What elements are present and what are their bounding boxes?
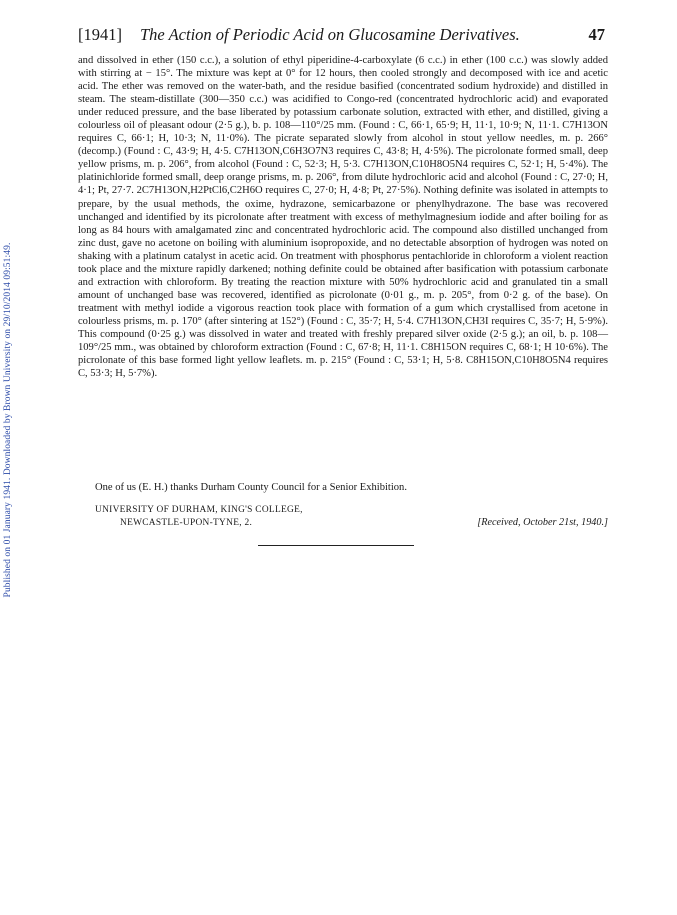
download-watermark-text: Published on 01 January 1941. Downloaded by Brown University on 29/10/2014 09:51:49. (3, 242, 13, 598)
download-watermark (2, 170, 14, 670)
running-header (78, 25, 605, 45)
experimental-text (78, 54, 608, 380)
body-paragraph: and dissolved in ether (150 c.c.), a solution of ethyl piperidine-4-carboxylate (6 c.c.) in ether (100 c.c.) was slowly added with stirring at − 15°. The mixture was kept at 0° for 12 hours, then cooled strongly and decomposed with ice and acetic acid. The ether was removed on the water-bath, and the residue basified (concentrated sodium hydroxide) and distilled in steam. The steam-distillate (300—350 c.c.) was acidified to Congo-red (concentrated hydrochloric acid) and evaporated under reduced pressure, and the base liberated by potassium carbonate solution, extracted with ether, and distilled, giving a colourless oil of pleasant odour (2·5 g.), b. p. 108—110°/25 mm. (Found : C, 66·1, 65·9; H, 11·1, 10·9; N, 11·1. C7H13ON requires C, 66·1; H, 10·3; N, 11·0%). The picrate separated slowly from alcohol in stout yellow needles, m. p. 266° (decomp.) (Found : C, 43·9; H, 4·5. C7H13ON,C6H3O7N3 requires C, 43·8; H, 4·5%). The picrolonate formed small, deep yellow prisms, m. p. 206°, from alcohol (Found : C, 52·3; H, 5·3. C7H13ON,C10H8O5N4 requires C, 52·1; H, 5·4%). The platinichloride formed small, deep orange prisms, m. p. 206°, from dilute hydrochloric acid and alcohol (Found : C, 27·0; H, 4·1; Pt, 27·7. 2C7H13ON,H2PtCl6,C2H6O requires C, 27·0; H, 4·8; Pt, 27·5%). Nothing definite was isolated in attempts to prepare, by the usual methods, the oxime, hydrazone, semicarbazone or phenylhydrazone. The base was recovered unchanged and identified by its picrolonate after treatment with excess of methylmagnesium iodide and after boiling for as long as 84 hours with amalgamated zinc and concentrated hydrochloric acid. The compound also distilled unchanged from zinc dust, gave no acetone on boiling with aluminium isopropoxide, and no detectable absorption of hydrogen was noted on shaking with a platinum catalyst in acetic acid. On treatment with phosphorus pentachloride in chloroform a violent reaction took place and the mixture rapidly darkened; nothing definite could be obtained after basification with potassium carbonate and extraction with chloroform. By treating the reaction mixture with 50% hydrochloric acid and granulated tin a small amount of unchanged base was recovered, identified as picrolonate (0·01 g., m. p. 205°, from 0·2 g. of the base). On treatment with methyl iodide a vigorous reaction took place with formation of a gum which crystallised from acetone in colourless prisms, m. p. 170° (after sintering at 152°) (Found : C, 35·7; H, 5·4. C7H13ON,CH3I requires C, 35·7; H, 5·9%). This compound (0·25 g.) was dissolved in water and treated with freshly prepared silver oxide (2·5 g.); an oil, b. p. 108—109°/25 mm., was obtained by chloroform extraction (Found : C, 67·8; H, 11·1. C8H15ON requires C, 68·1; H 10·6%). The picrolonate of this base formed light yellow leaflets. m. p. 215° (Found : C, 53·1; H, 5·8. C8H15ON,C10H8O5N4 requires C, 53·3; H, 5·7%). (78, 55, 608, 380)
page-number: 47 (588, 25, 605, 44)
address-line-2: NEWCASTLE-UPON-TYNE, 2. (120, 518, 253, 528)
header-year: [1941] (78, 25, 122, 44)
end-rule (258, 545, 414, 546)
header-title: The Action of Periodic Acid on Glucosamine Derivatives. (140, 25, 520, 44)
received-date: [Received, October 21st, 1940.] (477, 517, 608, 528)
address-line-1: UNIVERSITY OF DURHAM, KING'S COLLEGE, (95, 505, 303, 515)
acknowledgement: One of us (E. H.) thanks Durham County Council for a Senior Exhibition. (95, 482, 407, 493)
